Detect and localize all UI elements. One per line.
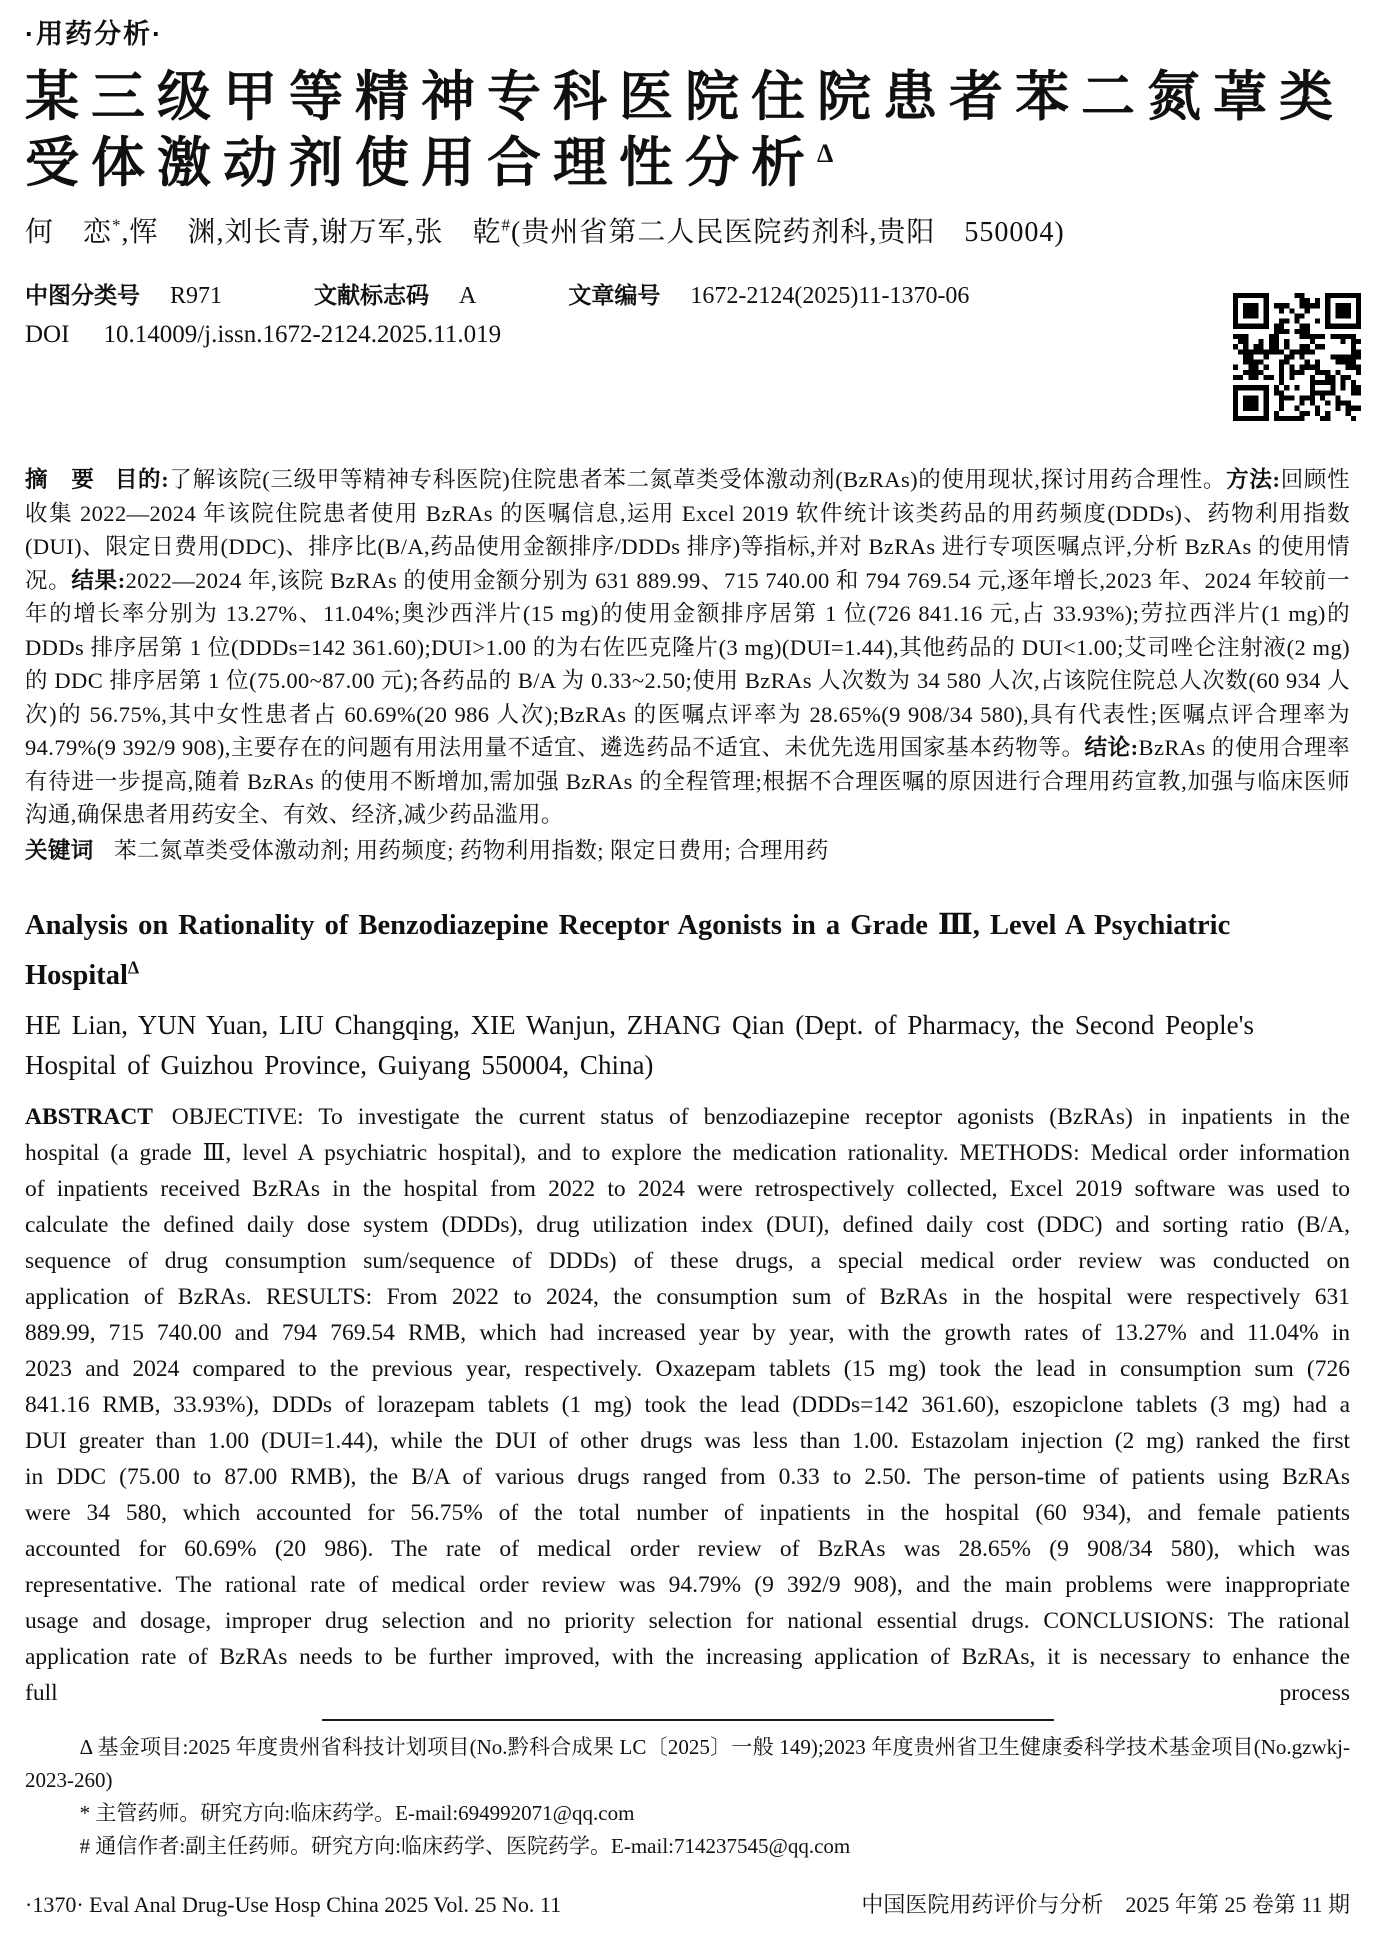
article-title-cn-line1: 某三级甲等精神专科医院住院患者苯二氮䓬类 [25, 67, 1345, 127]
clc-label: 中图分类号 [25, 282, 140, 308]
doi-row [25, 319, 1350, 351]
column-badge: ·用药分析· [25, 19, 163, 49]
funding-mark-sup: Δ [817, 139, 834, 168]
journal-citation-en: Eval Anal Drug-Use Hosp China 2025 Vol. 25 No. 11 [89, 1892, 562, 1917]
doc-code-pair [314, 280, 476, 311]
article-title-cn [25, 64, 1350, 196]
author-footnote-corresponding: # 通信作者:副主任药师。研究方向:临床药学、医院药学。E-mail:714237545@qq.com [79, 1834, 851, 1858]
article-no-label: 文章编号 [568, 282, 661, 308]
article-authors-en: HE Lian, YUN Yuan, LIU Changqing, XIE Wanjun, ZHANG Qian (Dept. of Pharmacy, the Second People's Hospital of Guizhou Province, Guiyang 550004, China) [25, 1010, 1254, 1080]
keywords-text-cn: 苯二氮䓬类受体激动剂; 用药频度; 药物利用指数; 限定日费用; 合理用药 [113, 837, 829, 863]
qr-code [1233, 293, 1361, 421]
abstract-en [25, 1099, 1350, 1711]
keywords-label-cn: 关键词 [25, 837, 94, 863]
page-footer [25, 1890, 1350, 1920]
article-title-cn-line2: 受体激动剂使用合理性分析 [25, 133, 817, 193]
abstract-text-cn: 目的:了解该院(三级甲等精神专科医院)住院患者苯二氮䓬类受体激动剂(BzRAs)的使用现状,探讨用药合理性。方法:回顾性收集 2022—2024 年该院住院患者使用 BzRAs 的医嘱信息,运用 Excel 2019 软件统计该类药品的用药频度(DDDs)、药物利用指数(DUI)、限定日费用(DDC)、排序比(B/A,药品使用金额排序/DDDs 排序)等指标,并对 BzRAs 进行专项医嘱点评,分析 BzRAs 的使用情况。结果:2022—2024 年,该院 BzRAs 的使用金额分别为 631 889.99、715 740.00 和 794 769.54 元,逐年增长,2023 年、2024 年较前一年的增长率分别为 13.27%、11.04%;奥沙西泮片(15 mg)的使用金额排序居第 1 位(726 841.16 元,占 33.93%);劳拉西泮片(1 mg)的 DDDs 排序居第 1 位(DDDs=142 361.60);DUI>1.00 的为右佐匹克隆片(3 mg)(DUI=1.44),其他药品的 DUI<1.00;艾司唑仑注射液(2 mg)的 DDC 排序居第 1 位(75.00~87.00 元);各药品的 B/A 为 0.33~2.50;使用 BzRAs 人次数为 34 580 人次,占该院住院总人次数(60 934 人次)的 56.75%,其中女性患者占 60.69%(20 986 人次);BzRAs 的医嘱点评率为 28.65%(9 908/34 580),具有代表性;医嘱点评合理率为 94.79%(9 392/9 908),主要存在的问题有用法用量不适宜、遴选药品不适宜、未优先选用国家基本药物等。结论:BzRAs 的使用合理率有待进一步提高,随着 BzRAs 的使用不断增加,需加强 BzRAs 的全程管理;根据不合理医嘱的原因进行合理用药宣教,加强与临床医师沟通,确保患者用药安全、有效、经济,减少药品滥用。 [25, 467, 1350, 827]
abstract-text-en: OBJECTIVE: To investigate the current status of benzodiazepine receptor agonists (BzRAs) in inpatients in the hospital (a grade Ⅲ, level A psychiatric hospital), and to explore the medication rationality. METHODS: Medical order information of inpatients received BzRAs in the hospital from 2022 to 2024 were retrospectively collected, Excel 2019 software was used to calculate the defined daily dose system (DDDs), drug utilization index (DUI), defined daily cost (DDC) and sorting ratio (B/A, sequence of drug consumption sum/sequence of DDDs) of these drugs, a special medical order review was conducted on application of BzRAs. RESULTS: From 2022 to 2024, the consumption sum of BzRAs in the hospital were respectively 631 889.99, 715 740.00 and 794 769.54 RMB, which had increased year by year, with the growth rates of 13.27% and 11.04% in 2023 and 2024 compared to the previous year, respectively. Oxazepam tablets (15 mg) took the lead in consumption sum (726 841.16 RMB, 33.93%), DDDs of lorazepam tablets (1 mg) took the lead (DDDs=142 361.60), eszopiclone tablets (3 mg) had a DUI greater than 1.00 (DUI=1.44), while the DUI of other drugs was less than 1.00. Estazolam injection (2 mg) ranked the first in DDC (75.00 to 87.00 RMB), the B/A of various drugs ranged from 0.33 to 2.50. The person-time of patients using BzRAs were 34 580, which accounted for 56.75% of the total number of inpatients in the hospital (60 934), and female patients accounted for 60.69% (20 986). The rate of medical order review of BzRAs was 28.65% (9 908/34 580), which was representative. The rational rate of medical order review was 94.79% (9 392/9 908), and the main problems were inappropriate usage and dosage, improper drug selection and no priority selection for national essential drugs. CONCLUSIONS: The rational application rate of BzRAs needs to be further improved, with the increasing application of BzRAs, it is necessary to enhance the full process [25, 1104, 1350, 1706]
abstract-cn [25, 463, 1350, 832]
clc-value: R971 [170, 283, 223, 309]
footnotes [25, 1731, 1350, 1863]
article-title-en: Analysis on Rationality of Benzodiazepine Receptor Agonists in a Grade Ⅲ, Level A Psychiatric Hospital$^\Delta$ [25, 910, 1231, 991]
keywords-cn [25, 834, 1350, 868]
abstract-label-cn: 摘 要 [25, 467, 95, 492]
footer-left [25, 1890, 561, 1920]
clc-pair [25, 280, 222, 311]
footer-right: 中国医院用药评价与分析 2025 年第 25 卷第 11 期 [861, 1892, 1350, 1917]
doi-value: 10.14009/j.issn.1672-2124.2025.11.019 [103, 321, 502, 348]
doc-code-value: A [459, 283, 477, 309]
doi-label: DOI [25, 321, 70, 348]
doc-code-label: 文献标志码 [314, 282, 430, 308]
article-meta-row [25, 280, 1350, 311]
qr-code-image [1233, 293, 1361, 421]
footnote-divider [322, 1719, 1054, 1721]
page-number: ·1370· [25, 1892, 84, 1917]
article-authors-cn: 何 恋*,恽 渊,刘长青,谢万军,张 乾#(贵州省第二人民医院药剂科,贵阳 550004) [25, 215, 1065, 248]
author-footnote-first: * 主管药师。研究方向:临床药学。E-mail:694992071@qq.com [79, 1801, 635, 1825]
funding-footnote: Δ 基金项目:2025 年度贵州省科技计划项目(No.黔科合成果 LC〔2025〕一般 149);2023 年度贵州省卫生健康委科学技术基金项目(No.gzwkj-2023-260) [25, 1735, 1350, 1792]
article-no-value: 1672-2124(2025)11-1370-06 [690, 283, 970, 309]
abstract-label-en: ABSTRACT [25, 1104, 153, 1130]
article-no-pair [568, 280, 969, 311]
